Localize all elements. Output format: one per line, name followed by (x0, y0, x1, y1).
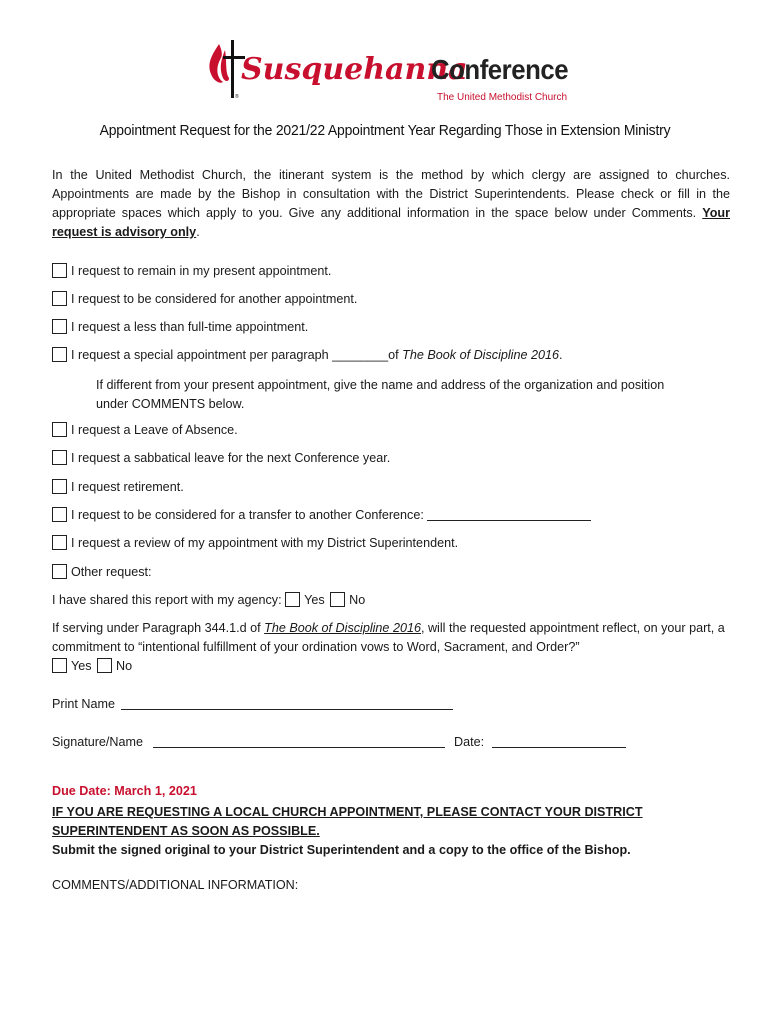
agency-row (52, 591, 365, 609)
checkbox-agency-yes[interactable] (285, 592, 300, 607)
option-remain (52, 262, 331, 280)
option-label: Other request: (71, 565, 152, 579)
checkbox-another[interactable] (52, 291, 67, 306)
intro-paragraph (52, 166, 730, 242)
checkbox-special[interactable] (52, 347, 67, 362)
option-transfer (52, 506, 591, 524)
print-name-field[interactable] (121, 695, 453, 710)
date-label: Date: (454, 735, 485, 749)
checkbox-sabbatical[interactable] (52, 450, 67, 465)
option-label: I request to remain in my present appointment. (71, 264, 332, 278)
checkbox-retirement[interactable] (52, 479, 67, 494)
p344-post: , will the requested appointment reflect, on your part, a commitment to “intentional fulfillment of your ordination vows to Word, Sacrament, and Order?” (52, 621, 725, 654)
intro-end: . (196, 225, 200, 239)
checkbox-leave[interactable] (52, 422, 67, 437)
intro-text: In the United Methodist Church, the itinerant system is the method by which clergy are assigned to churches. Appointments are made by the Bishop in consultation with the District Superintendents. Please check or fill in the appropriate spaces which apply to you. Give any additional information in the space below under Comments. (52, 168, 730, 220)
option-label: I request a sabbatical leave for the next Conference year. (71, 451, 391, 465)
signature-field[interactable] (153, 733, 445, 748)
option-label: I request a Leave of Absence. (71, 423, 238, 437)
print-name-label: Print Name (52, 697, 115, 711)
logo-subtitle: The United Methodist Church (437, 92, 568, 103)
option-review (52, 534, 458, 552)
local-church-warning: IF YOU ARE REQUESTING A LOCAL CHURCH APPOINTMENT, PLEASE CONTACT YOUR DISTRICT SUPERINTENDENT AS SOON AS POSSIBLE. (52, 805, 643, 838)
checkbox-review[interactable] (52, 535, 67, 550)
p344-pre: If serving under Paragraph 344.1.d of (52, 621, 265, 635)
checkbox-agency-no[interactable] (330, 592, 345, 607)
conference-logo (205, 38, 585, 108)
checkbox-p344-no[interactable] (97, 658, 112, 673)
logo-script-text: Susquehanna (241, 52, 468, 87)
p344-book: The Book of Discipline 2016 (264, 621, 421, 635)
checkbox-remain[interactable] (52, 263, 67, 278)
option-label: I request a special appointment per paragraph ________of (71, 348, 403, 362)
p344-no-label: No (116, 659, 133, 673)
p344-yes-label: Yes (71, 659, 92, 673)
option-special (52, 346, 563, 364)
p344-answer-row (52, 657, 132, 675)
signature-row (52, 733, 626, 751)
submit-instructions: Submit the signed original to your District Superintendent and a copy to the office of the Bishop. (52, 843, 631, 857)
signature-label: Signature/Name (52, 735, 144, 749)
paragraph-344-question (52, 619, 742, 657)
option-label: I request retirement. (71, 480, 184, 494)
due-instructions (52, 803, 692, 860)
svg-text:®: ® (235, 94, 239, 100)
agency-yes-label: Yes (304, 593, 325, 607)
option-label: I request to be considered for a transfer to another Conference: (71, 508, 428, 522)
option-label: I request to be considered for another appointment. (71, 292, 358, 306)
checkbox-transfer[interactable] (52, 507, 67, 522)
intro-emphasis: Your request is advisory only (52, 206, 730, 239)
option-less-than-full (52, 318, 308, 336)
logo-conference-text: Conference (431, 54, 569, 85)
document-title: Appointment Request for the 2021/22 Appointment Year Regarding Those in Extension Ministry (99, 122, 671, 139)
agency-no-label: No (349, 593, 366, 607)
checkbox-less-than-full[interactable] (52, 319, 67, 334)
comments-label: COMMENTS/ADDITIONAL INFORMATION: (52, 878, 299, 892)
due-date: Due Date: March 1, 2021 (52, 784, 197, 798)
option-another (52, 290, 357, 308)
option-other (52, 563, 152, 581)
transfer-conference-field[interactable] (427, 506, 591, 521)
option-leave (52, 421, 238, 439)
special-note: If different from your present appointment, give the name and address of the organization and position under COMMENTS below. (96, 378, 665, 411)
option-sabbatical (52, 449, 390, 467)
checkbox-p344-yes[interactable] (52, 658, 67, 673)
option-label: I request a less than full-time appointment. (71, 320, 309, 334)
agency-label: I have shared this report with my agency: (52, 593, 286, 607)
checkbox-other[interactable] (52, 564, 67, 579)
date-field[interactable] (492, 733, 626, 748)
print-name-row (52, 695, 453, 713)
option-label-end: . (559, 348, 563, 362)
option-label: I request a review of my appointment with my District Superintendent. (71, 536, 459, 550)
option-retirement (52, 478, 184, 496)
book-title: The Book of Discipline 2016 (402, 348, 559, 362)
